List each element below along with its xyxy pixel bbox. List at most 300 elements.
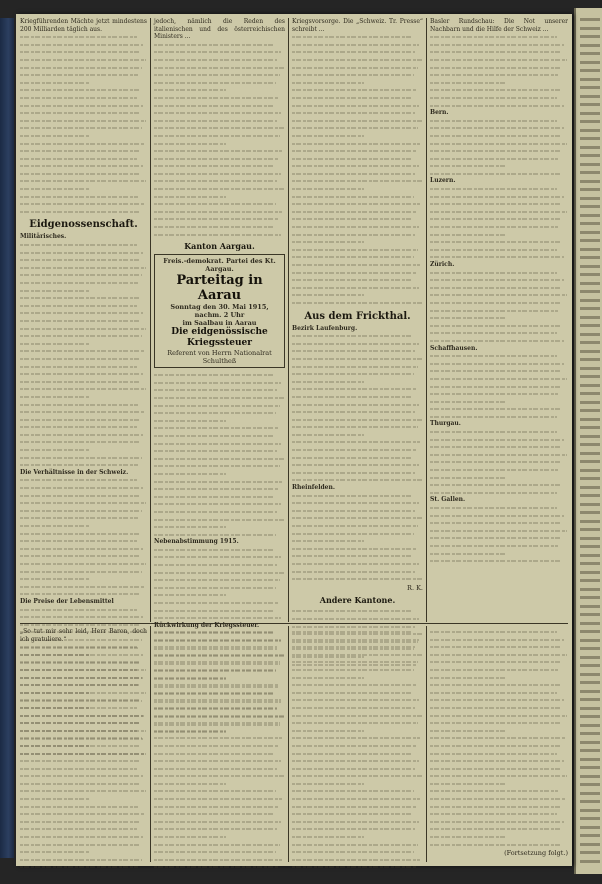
text-line-texture [20,651,147,659]
text-line-texture [292,545,423,553]
text-line-texture [430,628,568,636]
text-line-texture [292,117,423,125]
text-line-texture [430,787,568,795]
text-line-texture [20,401,147,409]
text-line-texture [430,504,568,512]
text-line-texture [154,818,285,826]
feuilleton-column-2 [154,628,285,860]
section-heading-aus-dem-frickthal: Aus dem Frickthal. [304,310,411,322]
illegible-text-block [430,269,568,345]
text-line-texture [154,117,285,125]
text-line-texture [154,704,285,712]
text-line-texture [292,575,423,583]
text-line-texture [292,431,423,439]
text-line-texture [292,261,423,269]
text-line-texture [292,833,423,841]
text-line-texture [430,208,568,216]
text-line-texture [154,825,285,833]
text-line-texture [154,651,285,659]
text-line-texture [292,132,423,140]
text-line-texture [430,550,568,558]
next-page-text-texture [580,367,600,370]
text-line-texture [20,294,147,302]
next-page-text-texture [580,588,600,591]
next-page-text-texture [580,290,600,293]
next-page-text-texture [580,222,600,225]
text-line-texture [20,408,147,416]
text-line-texture [292,423,423,431]
text-line-texture [154,666,285,674]
text-line-texture [430,727,568,735]
text-line-texture [292,658,423,666]
text-line-texture [154,848,285,856]
text-line-texture [154,750,285,758]
text-line-texture [292,48,423,56]
text-line-texture [292,615,423,623]
text-line-texture [292,681,423,689]
text-line-texture [154,470,285,478]
text-line-texture [430,238,568,246]
text-line-texture [20,696,147,704]
text-line-texture [154,584,285,592]
text-line-texture [292,238,423,246]
text-line-texture [20,393,147,401]
text-line-texture [430,79,568,87]
text-line-texture [430,269,568,277]
text-line-texture [154,863,285,871]
text-line-texture [430,696,568,704]
text-line-texture [154,833,285,841]
text-line-texture [430,155,568,163]
illegible-text-block [430,352,568,420]
text-line-texture [292,514,423,522]
next-page-text-texture [580,333,600,336]
next-page-text-texture [580,265,600,268]
next-page-text-texture [580,775,600,778]
next-page-text-texture [580,528,600,531]
next-page-text-texture [580,766,600,769]
text-line-texture [292,530,423,538]
text-line-texture [292,147,423,155]
illegible-text-block [20,643,147,871]
text-line-texture [292,200,423,208]
text-line-texture [154,500,285,508]
subhead-st-gallen: St. Gallen. [430,496,466,504]
next-page-text-texture [580,792,600,795]
text-line-texture [154,147,285,155]
text-line-texture [154,765,285,773]
text-line-texture [430,481,568,489]
text-line-texture [292,848,423,856]
text-line-texture [154,569,285,577]
text-line-texture [430,314,568,322]
text-line-texture [292,193,423,201]
text-line-texture [20,454,147,462]
next-page-text-texture [580,579,600,582]
text-line-texture [20,287,147,295]
text-line-texture [292,863,423,871]
kicker-bezirk-laufenburg: Bezirk Laufenburg. [292,324,358,332]
text-line-texture [154,516,285,524]
next-page-text-texture [580,180,600,183]
text-line-texture [292,476,423,484]
text-line-texture [154,478,285,486]
text-line-texture [20,848,147,856]
next-page-text-texture [580,384,600,387]
text-line-texture [430,466,568,474]
text-line-texture [292,416,423,424]
text-line-texture [430,86,568,94]
text-line-texture [20,742,147,750]
next-page-text-texture [580,809,600,812]
text-line-texture [154,689,285,697]
text-line-texture [292,124,423,132]
next-page-text-texture [580,800,600,803]
text-line-texture [20,109,147,117]
text-line-texture [430,681,568,689]
text-line-texture [20,200,147,208]
next-page-text-texture [580,18,600,21]
next-page-text-texture [580,469,600,472]
illegible-text-block [430,185,568,261]
text-line-texture [430,41,568,49]
text-line-texture [154,696,285,704]
next-page-text-texture [580,69,600,72]
next-page-text-texture [580,282,600,285]
next-page-text-texture [580,86,600,89]
text-line-texture [430,246,568,254]
text-line-texture [20,666,147,674]
text-line-texture [430,750,568,758]
text-line-texture [292,825,423,833]
text-line-texture [154,674,285,682]
text-line-texture [430,132,568,140]
text-line-texture [430,329,568,337]
text-line-texture [430,33,568,41]
text-line-texture [20,719,147,727]
text-line-texture [20,177,147,185]
next-page-text-texture [580,273,600,276]
text-line-texture [154,386,285,394]
text-line-texture [292,385,423,393]
text-line-texture [292,734,423,742]
text-line-texture [292,56,423,64]
feuilleton-column-4 [430,628,568,860]
text-line-texture [292,841,423,849]
text-line-texture [154,841,285,849]
text-line-texture [430,162,568,170]
next-page-text-texture [580,214,600,217]
text-line-texture [154,170,285,178]
text-line-texture [20,423,147,431]
text-line-texture [292,607,423,615]
text-line-texture [20,48,147,56]
illegible-text-block [292,628,423,871]
next-page-text-texture [580,78,600,81]
next-page-text-texture [580,426,600,429]
feuilleton-column-3 [292,628,423,860]
text-line-texture [430,689,568,697]
text-line-texture [430,436,568,444]
next-page-text-texture [580,843,600,846]
text-line-texture [292,231,423,239]
subhead-nebenabstimmung: Nebenabstimmung 1915. [154,538,239,546]
next-page-text-texture [580,35,600,38]
text-line-texture [430,542,568,550]
text-line-texture [20,825,147,833]
text-line-texture [430,352,568,360]
text-line-texture [20,155,147,163]
next-page-text-texture [580,231,600,234]
next-page-text-texture [580,783,600,786]
text-line-texture [292,522,423,530]
article-column-3 [292,18,423,622]
illegible-text-block [430,504,568,565]
meeting-topic: Die eidgenössische Kriegssteuer [171,327,268,349]
next-page-text-texture [580,358,600,361]
text-line-texture [430,276,568,284]
text-line-texture [20,780,147,788]
text-line-texture [20,41,147,49]
text-line-texture [292,674,423,682]
text-line-texture [292,64,423,72]
text-line-texture [292,355,423,363]
text-line-texture [292,162,423,170]
text-line-texture [154,508,285,516]
text-line-texture [20,552,147,560]
text-line-texture [20,803,147,811]
next-page-text-texture [580,248,600,251]
text-line-texture [154,394,285,402]
text-line-texture [292,408,423,416]
text-line-texture [154,208,285,216]
text-line-texture [154,124,285,132]
text-line-texture [292,223,423,231]
text-line-texture [430,474,568,482]
text-line-texture [292,454,423,462]
text-line-texture [430,94,568,102]
text-line-texture [292,757,423,765]
text-line-texture [20,727,147,735]
text-line-texture [20,340,147,348]
text-line-texture [430,383,568,391]
illegible-text-block [430,33,568,109]
text-line-texture [20,56,147,64]
text-line-texture [20,530,147,538]
text-line-texture [292,461,423,469]
illegible-text-block [292,492,423,583]
next-page-text-texture [580,749,600,752]
text-line-texture [20,86,147,94]
text-line-texture [154,223,285,231]
text-line-texture [430,795,568,803]
next-page-text-texture [580,435,600,438]
text-line-texture [430,780,568,788]
text-line-texture [154,440,285,448]
kicker-militaerisches: Militärisches. [20,233,67,241]
text-line-texture [292,704,423,712]
feuilleton-column-1 [20,628,147,860]
text-line-texture [430,719,568,727]
text-line-texture [20,560,147,568]
text-line-texture [292,537,423,545]
text-line-texture [430,527,568,535]
section-heading-eidgenossenschaft: Eidgenossenschaft. [29,219,138,231]
text-line-texture [430,193,568,201]
text-line-texture [292,856,423,864]
next-page-text-texture [580,256,600,259]
text-line-texture [292,750,423,758]
text-line-texture [20,446,147,454]
text-line-texture [292,628,423,636]
text-line-texture [20,102,147,110]
text-line-texture [20,94,147,102]
illegible-text-block [154,41,285,238]
text-line-texture [292,71,423,79]
next-page-text-texture [580,860,600,863]
text-line-texture [430,489,568,497]
text-line-texture [430,185,568,193]
next-page-text-texture [580,112,600,115]
text-line-texture [154,79,285,87]
next-page-text-texture [580,205,600,208]
text-line-texture [20,704,147,712]
next-page-text-texture [580,707,600,710]
next-page-text-texture [580,758,600,761]
next-page-text-texture [580,401,600,404]
text-line-texture [154,643,285,651]
text-line-texture [292,438,423,446]
meeting-speaker: Referent von Herrn Nationalrat Schultheß [167,349,272,366]
text-line-texture [430,307,568,315]
next-page-text-texture [580,61,600,64]
text-line-texture [430,803,568,811]
text-line-texture [20,132,147,140]
illegible-text-block [292,33,423,306]
text-line-texture [430,405,568,413]
text-line-texture [154,193,285,201]
next-page-text-texture [580,392,600,395]
next-page-text-texture [580,741,600,744]
next-page-text-texture [580,715,600,718]
text-line-texture [154,371,285,379]
text-line-texture [20,378,147,386]
next-page-text-texture [580,171,600,174]
text-line-texture [20,79,147,87]
text-line-texture [292,795,423,803]
text-line-texture [20,193,147,201]
next-page-text-texture [580,664,600,667]
next-page-text-texture [580,571,600,574]
subhead-luzern: Luzern. [430,177,456,185]
next-page-text-texture [580,460,600,463]
article-column-2 [154,18,285,629]
text-line-texture [20,347,147,355]
text-line-texture [154,628,285,636]
text-line-texture [292,765,423,773]
text-line-texture [20,317,147,325]
text-line-texture [430,48,568,56]
text-line-texture [292,772,423,780]
text-line-texture [430,658,568,666]
next-page-text-texture [580,690,600,693]
next-page-text-texture [580,307,600,310]
text-line-texture [292,41,423,49]
next-page-text-texture [580,834,600,837]
next-page-text-texture [580,129,600,132]
text-line-texture [292,696,423,704]
section-heading-kanton-aargau: Kanton Aargau. [184,241,255,252]
text-line-texture [430,712,568,720]
text-line-texture [430,360,568,368]
next-page-text-texture [580,613,600,616]
next-page-text-texture [580,698,600,701]
text-line-texture [292,803,423,811]
text-line-texture [20,613,147,621]
next-page-text-texture [580,596,600,599]
illegible-text-block [430,428,568,496]
text-line-texture [20,332,147,340]
text-line-texture [20,712,147,720]
text-line-texture [154,424,285,432]
text-line-texture [430,666,568,674]
illegible-text-block [292,332,423,484]
text-line-texture [430,810,568,818]
next-page-text-texture [580,732,600,735]
text-line-texture [20,492,147,500]
text-line-texture [430,56,568,64]
text-line-texture [20,772,147,780]
next-page-text-texture [580,851,600,854]
text-line-texture [154,485,285,493]
text-line-texture [292,712,423,720]
text-line-texture [292,560,423,568]
text-line-texture [154,455,285,463]
next-page-text-texture [580,443,600,446]
text-line-texture [430,215,568,223]
next-page-text-texture [580,494,600,497]
text-line-texture [292,155,423,163]
party-name: Freis.-demokrat. Partei des Kt. Aargau. [163,257,276,274]
text-line-texture [154,94,285,102]
next-page-text-texture [580,622,600,625]
text-line-texture [430,64,568,72]
illegible-text-block [20,241,147,469]
text-line-texture [292,643,423,651]
text-line-texture [20,734,147,742]
text-line-texture [20,140,147,148]
text-line-texture [20,325,147,333]
text-line-texture [20,643,147,651]
illegible-text-block [20,33,147,215]
text-line-texture [20,765,147,773]
column-rule [150,18,151,622]
text-line-texture [154,162,285,170]
text-line-texture [292,507,423,515]
text-line-texture [154,599,285,607]
next-page-text-texture [580,537,600,540]
text-line-texture [154,742,285,750]
text-line-texture [20,681,147,689]
text-line-texture [154,795,285,803]
text-line-texture [292,86,423,94]
next-page-text-texture [580,630,600,633]
illegible-text-block [154,371,285,538]
illegible-text-block [430,117,568,178]
next-page-text-texture [580,605,600,608]
text-line-texture [154,681,285,689]
feuilleton-opening: „So tut mir sehr leid, Herr Baron, doch ich gratuliere.“ [20,628,147,643]
